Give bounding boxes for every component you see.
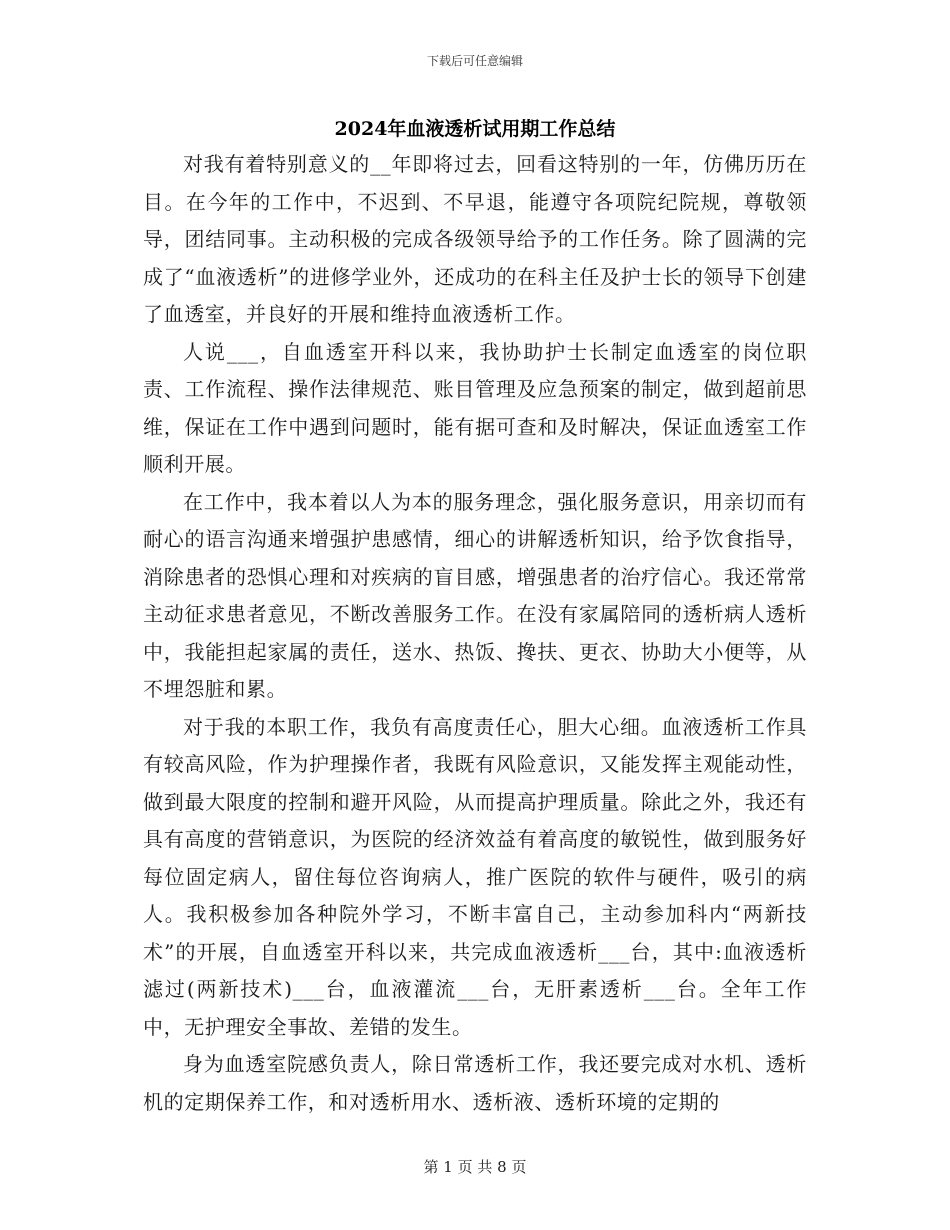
paragraph-4: 对于我的本职工作，我负有高度责任心，胆大心细。血液透析工作具有较高风险，作为护理操作者，我既有风险意识，又能发挥主观能动性，做到最大限度的控制和避开风险，从而提高护理质量。除此之外，我还有具有高度的营销意识，为医院的经济效益有着高度的敏锐性，做到服务好每位固定病人，留住每位咨询病人，推广医院的软件与硬件，吸引的病人。我积极参加各种院外学习，不断丰富自己，主动参加科内“两新技术”的开展，自血透室开科以来，共完成血液透析___台，其中:血液透析滤过(两新技术)___台，血液灌流___台，无肝素透析___台。全年工作中，无护理安全事故、差错的发生。 <box>143 714 807 1039</box>
document-body <box>143 146 807 1121</box>
paragraph-5: 身为血透室院感负责人，除日常透析工作，我还要完成对水机、透析机的定期保养工作，和对透析用水、透析液、透析环境的定期的 <box>143 1052 807 1114</box>
document-title: 2024年血液透析试用期工作总结 <box>334 118 616 140</box>
paragraph-3: 在工作中，我本着以人为本的服务理念，强化服务意识，用亲切而有耐心的语言沟通来增强护患感情，细心的讲解透析知识，给予饮食指导，消除患者的恐惧心理和对疾病的盲目感，增强患者的治疗信心。我还常常主动征求患者意见，不断改善服务工作。在没有家属陪同的透析病人透析中，我能担起家属的责任，送水、热饭、搀扶、更衣、协助大小便等，从不埋怨脏和累。 <box>143 489 807 701</box>
page-header-note: 下载后可任意编辑 <box>426 54 523 68</box>
page-number: 第 1 页 共 8 页 <box>423 1158 527 1176</box>
paragraph-1: 对我有着特别意义的__年即将过去，回看这特别的一年，仿佛历历在目。在今年的工作中，不迟到、不早退，能遵守各项院纪院规，尊敬领导，团结同事。主动积极的完成各级领导给予的工作任务。除了圆满的完成了“血液透析”的进修学业外，还成功的在科主任及护士长的领导下创建了血透室，并良好的开展和维持血液透析工作。 <box>143 152 807 326</box>
paragraph-2: 人说___，自血透室开科以来，我协助护士长制定血透室的岗位职责、工作流程、操作法律规范、账目管理及应急预案的制定，做到超前思维，保证在工作中遇到问题时，能有据可查和及时解决，保证血透室工作顺利开展。 <box>143 339 807 476</box>
